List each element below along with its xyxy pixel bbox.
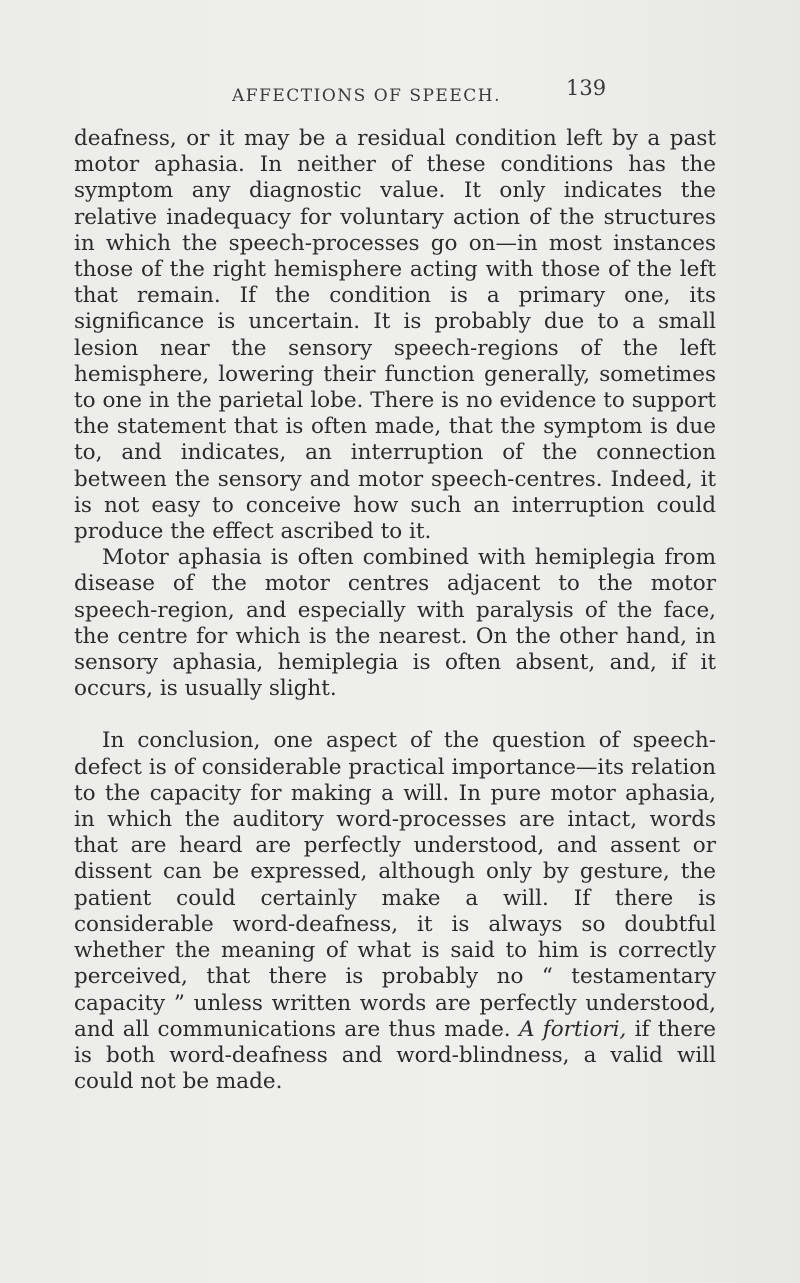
body-text — [74, 126, 716, 1095]
paragraph-2: Motor aphasia is often combined with hemiplegia from disease of the motor centres adjacent to the motor speech-region, and especially with paralysis of the face, the centre for which is the nearest. On the other hand, in sensory aphasia, hemiplegia is often absent, and, if it occurs, is usually slight. — [74, 545, 716, 702]
paragraph-1: deafness, or it may be a residual condition left by a past motor aphasia. In neither of these conditions has the symptom any diagnostic value. It only indicates the relative inadequacy for voluntary action of the structures in which the speech-processes go on—in most instances those of the right hemisphere acting with those of the left that remain. If the condition is a primary one, its significance is uncertain. It is probably due to a small lesion near the sensory speech-regions of the left hemisphere, lowering their function generally, sometimes to one in the parietal lobe. There is no evidence to support the statement that is often made, that the symptom is due to, and indicates, an interruption of the connection between the sensory and motor speech-centres. Indeed, it is not easy to conceive how such an interruption could produce the effect ascribed to it. — [74, 126, 716, 545]
paragraph-3 — [74, 728, 716, 1095]
running-title: AFFECTIONS OF SPEECH. — [232, 86, 501, 106]
paragraph-3-end: if there is both word-deafness and word-blindness, a valid will could not be made. — [74, 1016, 716, 1095]
paragraph-3-text: In conclusion, one aspect of the question of speech-defect is of considerable practical importance—its relation to the capacity for making a will. In pure motor aphasia, in which the auditory word-processes are intact, words that are heard are perfectly understood, and assent or dissent can be expressed, although only by gesture, the patient could certainly make a will. If there is considerable word-deafness, it is always so doubtful whether the meaning of what is said to him is correctly perceived, that there is probably no “ testamentary capacity ” unless written words are perfectly understood, and all communications are thus made. — [74, 728, 716, 1042]
latin-phrase: A fortiori, — [518, 1016, 627, 1042]
page-number: 139 — [566, 76, 607, 100]
